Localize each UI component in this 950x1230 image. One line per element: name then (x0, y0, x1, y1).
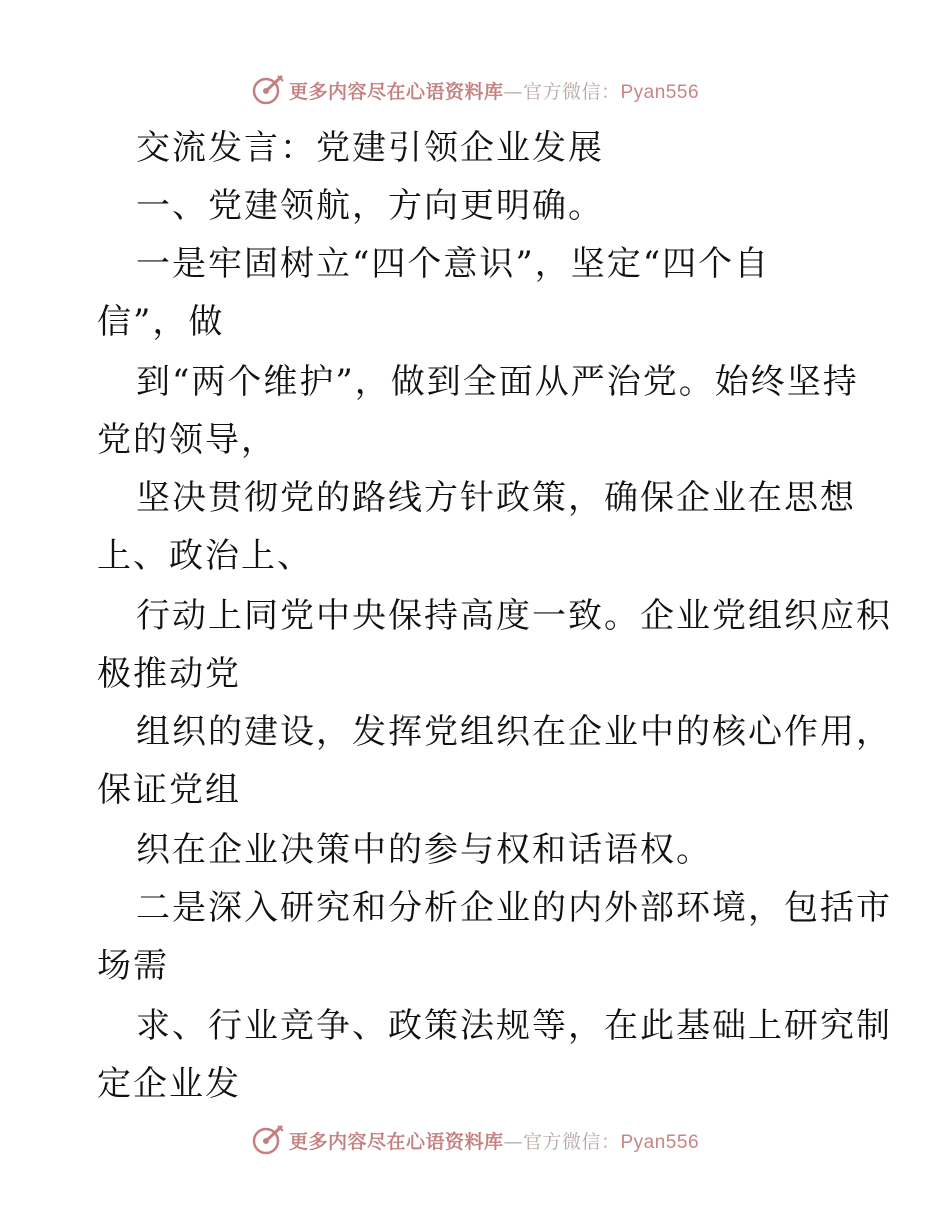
watermark-label: —官方微信： (503, 80, 621, 103)
watermark-wechat-id: Pyan556 (620, 81, 700, 103)
text-line: 到“两个维护”，做到全面从严治党。始终坚持 (136, 362, 859, 402)
text-line: 信”，做 (97, 302, 225, 342)
text-line: 组织的建设，发挥党组织在企业中的核心作用， (136, 712, 892, 752)
text-line: 定企业发 (97, 1064, 241, 1104)
watermark-wechat-id: Pyan556 (620, 1131, 700, 1153)
text-line: 一是牢固树立“四个意识”，坚定“四个自 (136, 244, 771, 284)
pen-logo-icon (251, 73, 285, 107)
text-line: 极推动党 (97, 654, 241, 694)
watermark-site: 更多内容尽在心语资料库 (288, 1130, 504, 1153)
pen-logo-icon (251, 1123, 285, 1157)
text-line: 行动上同党中央保持高度一致。企业党组织应积 (136, 596, 892, 636)
watermark-header (0, 70, 950, 110)
text-line: 保证党组 (97, 770, 241, 810)
text-line: 织在企业决策中的参与权和话语权。 (136, 830, 712, 870)
watermark-text (289, 77, 699, 104)
text-line: 党的领导， (97, 420, 277, 460)
text-line: 上、政治上、 (97, 536, 313, 576)
text-line: 求、行业竞争、政策法规等，在此基础上研究制 (136, 1006, 892, 1046)
document-title: 交流发言：党建引领企业发展 (136, 128, 604, 168)
watermark-label: —官方微信： (503, 1130, 621, 1153)
text-line: 坚决贯彻党的路线方针政策，确保企业在思想 (136, 478, 856, 518)
watermark-site: 更多内容尽在心语资料库 (288, 80, 504, 103)
text-line: 二是深入研究和分析企业的内外部环境，包括市 (136, 888, 892, 928)
text-line: 一、党建领航，方向更明确。 (136, 186, 604, 226)
watermark-footer (0, 1120, 950, 1160)
text-line: 场需 (97, 946, 169, 986)
watermark-text (289, 1127, 699, 1154)
